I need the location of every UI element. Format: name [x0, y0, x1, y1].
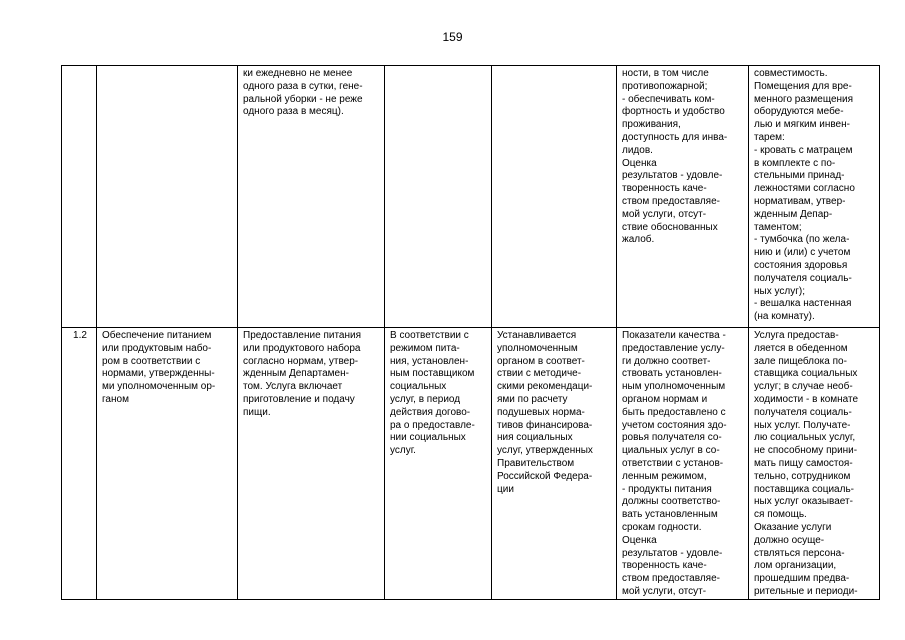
cell-text-line: должно осуще-	[754, 534, 825, 546]
cell-text-line: ством предоставляе-	[622, 195, 720, 207]
services-table	[61, 65, 880, 600]
cell-text-line: жденным Департамен-	[243, 368, 349, 380]
cell-text-line: Российской Федера-	[497, 470, 593, 482]
cell-text-line: одного раза в месяц).	[243, 106, 344, 118]
cell-text-line: ствии с методиче-	[497, 368, 582, 380]
cell-description	[238, 328, 385, 600]
cell-quality	[617, 66, 749, 328]
cell-text-line: скими рекомендаци-	[497, 381, 593, 393]
cell-quality	[617, 328, 749, 600]
cell-text-line: мой услуги, отсут-	[622, 208, 707, 220]
cell-conditions	[749, 66, 880, 328]
cell-text-line: тивов финансирова-	[497, 419, 593, 431]
cell-text-line: ра о предоставле-	[390, 419, 475, 431]
cell-text-line: ответствии с установ-	[622, 457, 724, 469]
cell-text-line: или продуктовым набо-	[102, 342, 212, 354]
cell-text-line: учетом состояния здо-	[622, 419, 727, 431]
cell-text-line: Услуга предостав-	[754, 330, 839, 341]
cell-text-line: стельными принад-	[754, 170, 845, 182]
cell-volume	[492, 328, 617, 600]
cell-text-line: ным поставщиком	[390, 368, 475, 380]
cell-text-line: состояния здоровья	[754, 259, 848, 271]
cell-text-line: циальных услуг в со-	[622, 445, 720, 457]
cell-text-line: Обеспечение питанием	[102, 330, 212, 341]
cell-text-line: фортность и удобство	[622, 106, 725, 118]
cell-text-line: противопожарной;	[622, 80, 708, 92]
cell-description	[238, 66, 385, 328]
cell-text-line: В соответствии с	[390, 330, 469, 341]
cell-text-line: услуг; в случае необ-	[754, 381, 853, 393]
cell-text-line: получателя социаль-	[754, 406, 852, 418]
cell-text-line: ганом	[102, 393, 129, 405]
cell-text-line: согласно нормам, утвер-	[243, 355, 359, 367]
cell-text-line: ленным режимом,	[622, 470, 707, 482]
cell-text-line: таментом;	[754, 221, 802, 233]
cell-text-line: ным уполномоченным	[622, 381, 726, 393]
table-row	[62, 66, 880, 328]
cell-text-line: творенность каче-	[622, 183, 707, 195]
cell-text-line: мать пищу самостоя-	[754, 457, 853, 469]
cell-text-line: Показатели качества -	[622, 330, 726, 341]
cell-text-line: ги должно соответ-	[622, 355, 711, 367]
cell-text-line: жалоб.	[622, 234, 655, 246]
cell-text-line: вать установленным	[622, 509, 718, 521]
cell-text-line: доступность для инва-	[622, 131, 728, 143]
cell-text-line: срокам годности.	[622, 521, 702, 533]
cell-text-line: лю социальных услуг,	[754, 432, 856, 444]
cell-text-line: Предоставление питания	[243, 330, 361, 341]
cell-text-line: ставщика социальных	[754, 368, 858, 380]
cell-text-line: ности, в том числе	[622, 68, 709, 79]
cell-text-line: Оказание услуги	[754, 521, 832, 533]
cell-text-line: - тумбочка (по жела-	[754, 234, 850, 246]
cell-text-line: ством предоставляе-	[622, 573, 720, 585]
cell-text-line: - вешалка настенная	[754, 298, 852, 310]
cell-name	[97, 66, 238, 328]
cell-text-line: должны соответство-	[622, 496, 721, 508]
cell-text-line: подушевых норма-	[497, 406, 585, 418]
cell-text-line: мой услуги, отсут-	[622, 585, 707, 597]
cell-text-line: приготовление и подачу	[243, 393, 355, 405]
cell-text-line: быть предоставлено с	[622, 406, 726, 418]
cell-text-line: ствие обоснованных	[622, 221, 718, 233]
cell-text-line: прошедшим предва-	[754, 573, 850, 585]
cell-text-line: Помещения для вре-	[754, 80, 852, 92]
cell-text-line: зале пищеблока по-	[754, 355, 847, 367]
cell-name	[97, 328, 238, 600]
cell-text-line: рительные и периоди-	[754, 585, 858, 597]
cell-text-line: уполномоченным	[497, 342, 578, 354]
cell-text-line: результатов - удовле-	[622, 170, 723, 182]
cell-text-line: ки ежедневно не менее	[243, 68, 353, 79]
cell-text-line: Оценка	[622, 157, 657, 169]
cell-text-line: ции	[497, 483, 514, 495]
cell-text-line: жденным Депар-	[754, 208, 833, 220]
cell-text-line: 1.2	[73, 330, 87, 341]
cell-text-line: не способному прини-	[754, 445, 858, 457]
cell-text-line: органом в соответ-	[497, 355, 585, 367]
cell-text-line: нии социальных	[390, 432, 466, 444]
cell-text-line: творенность каче-	[622, 560, 707, 572]
cell-text-line: ния социальных	[497, 432, 573, 444]
page-number: 159	[442, 30, 463, 44]
cell-text-line: органом нормам и	[622, 393, 708, 405]
cell-text-line: менного размещения	[754, 93, 854, 105]
cell-text-line: проживания,	[622, 119, 681, 131]
cell-volume	[492, 66, 617, 328]
cell-text-line: ляется в обеденном	[754, 342, 848, 354]
cell-text-line: лидов.	[622, 144, 653, 156]
cell-conditions	[749, 328, 880, 600]
cell-text-line: - продукты питания	[622, 483, 712, 495]
cell-timing	[385, 328, 492, 600]
cell-text-line: совместимость.	[754, 68, 828, 79]
cell-text-line: услуг.	[390, 445, 416, 457]
cell-text-line: ми уполномоченным ор-	[102, 381, 216, 393]
cell-text-line: лом организации,	[754, 560, 837, 572]
cell-text-line: социальных	[390, 381, 447, 393]
cell-text-line: - кровать с матрацем	[754, 144, 853, 156]
cell-text-line: Оценка	[622, 534, 657, 546]
cell-timing	[385, 66, 492, 328]
cell-text-line: получателя социаль-	[754, 272, 852, 284]
cell-text-line: ром в соответствии с	[102, 355, 201, 367]
table-row	[62, 328, 880, 600]
cell-text-line: лью и мягким инвен-	[754, 119, 850, 131]
cell-text-line: действия догово-	[390, 406, 471, 418]
cell-text-line: ствляться персона-	[754, 547, 845, 559]
cell-text-line: в комплекте с по-	[754, 157, 836, 169]
cell-text-line: предоставление услу-	[622, 342, 725, 354]
cell-text-line: нию и (или) с учетом	[754, 247, 851, 259]
cell-text-line: ствовать установлен-	[622, 368, 722, 380]
cell-text-line: ровья получателя со-	[622, 432, 722, 444]
cell-text-line: одного раза в сутки, гене-	[243, 80, 363, 92]
cell-text-line: (на комнату).	[754, 311, 815, 323]
cell-text-line: ральной уборки - не реже	[243, 93, 363, 105]
cell-text-line: Правительством	[497, 457, 575, 469]
cell-text-line: поставщика социаль-	[754, 483, 854, 495]
cell-text-line: ных услуг оказывает-	[754, 496, 853, 508]
cell-text-line: ных услуг);	[754, 285, 805, 297]
cell-text-line: режимом пита-	[390, 342, 460, 354]
cell-text-line: нормами, утвержденны-	[102, 368, 215, 380]
cell-text-line: услуг, в период	[390, 393, 461, 405]
cell-text-line: оборудуются мебе-	[754, 106, 844, 118]
cell-text-line: ями по расчету	[497, 393, 568, 405]
cell-text-line: результатов - удовле-	[622, 547, 723, 559]
cell-text-line: пищи.	[243, 406, 271, 418]
cell-text-line: том. Услуга включает	[243, 381, 343, 393]
cell-text-line: услуг, утвержденных	[497, 445, 593, 457]
cell-num	[62, 328, 97, 600]
cell-text-line: ния, установлен-	[390, 355, 469, 367]
cell-text-line: Устанавливается	[497, 330, 577, 341]
cell-text-line: ходимости - в комнате	[754, 393, 859, 405]
cell-text-line: - обеспечивать ком-	[622, 93, 715, 105]
cell-text-line: нормативам, утвер-	[754, 195, 846, 207]
cell-text-line: тарем:	[754, 131, 785, 143]
cell-text-line: лежностями согласно	[754, 183, 855, 195]
cell-text-line: тельно, сотрудником	[754, 470, 851, 482]
cell-text-line: ся помощь.	[754, 509, 807, 521]
cell-text-line: ных услуг. Получате-	[754, 419, 851, 431]
cell-text-line: или продуктового набора	[243, 342, 361, 354]
cell-num	[62, 66, 97, 328]
